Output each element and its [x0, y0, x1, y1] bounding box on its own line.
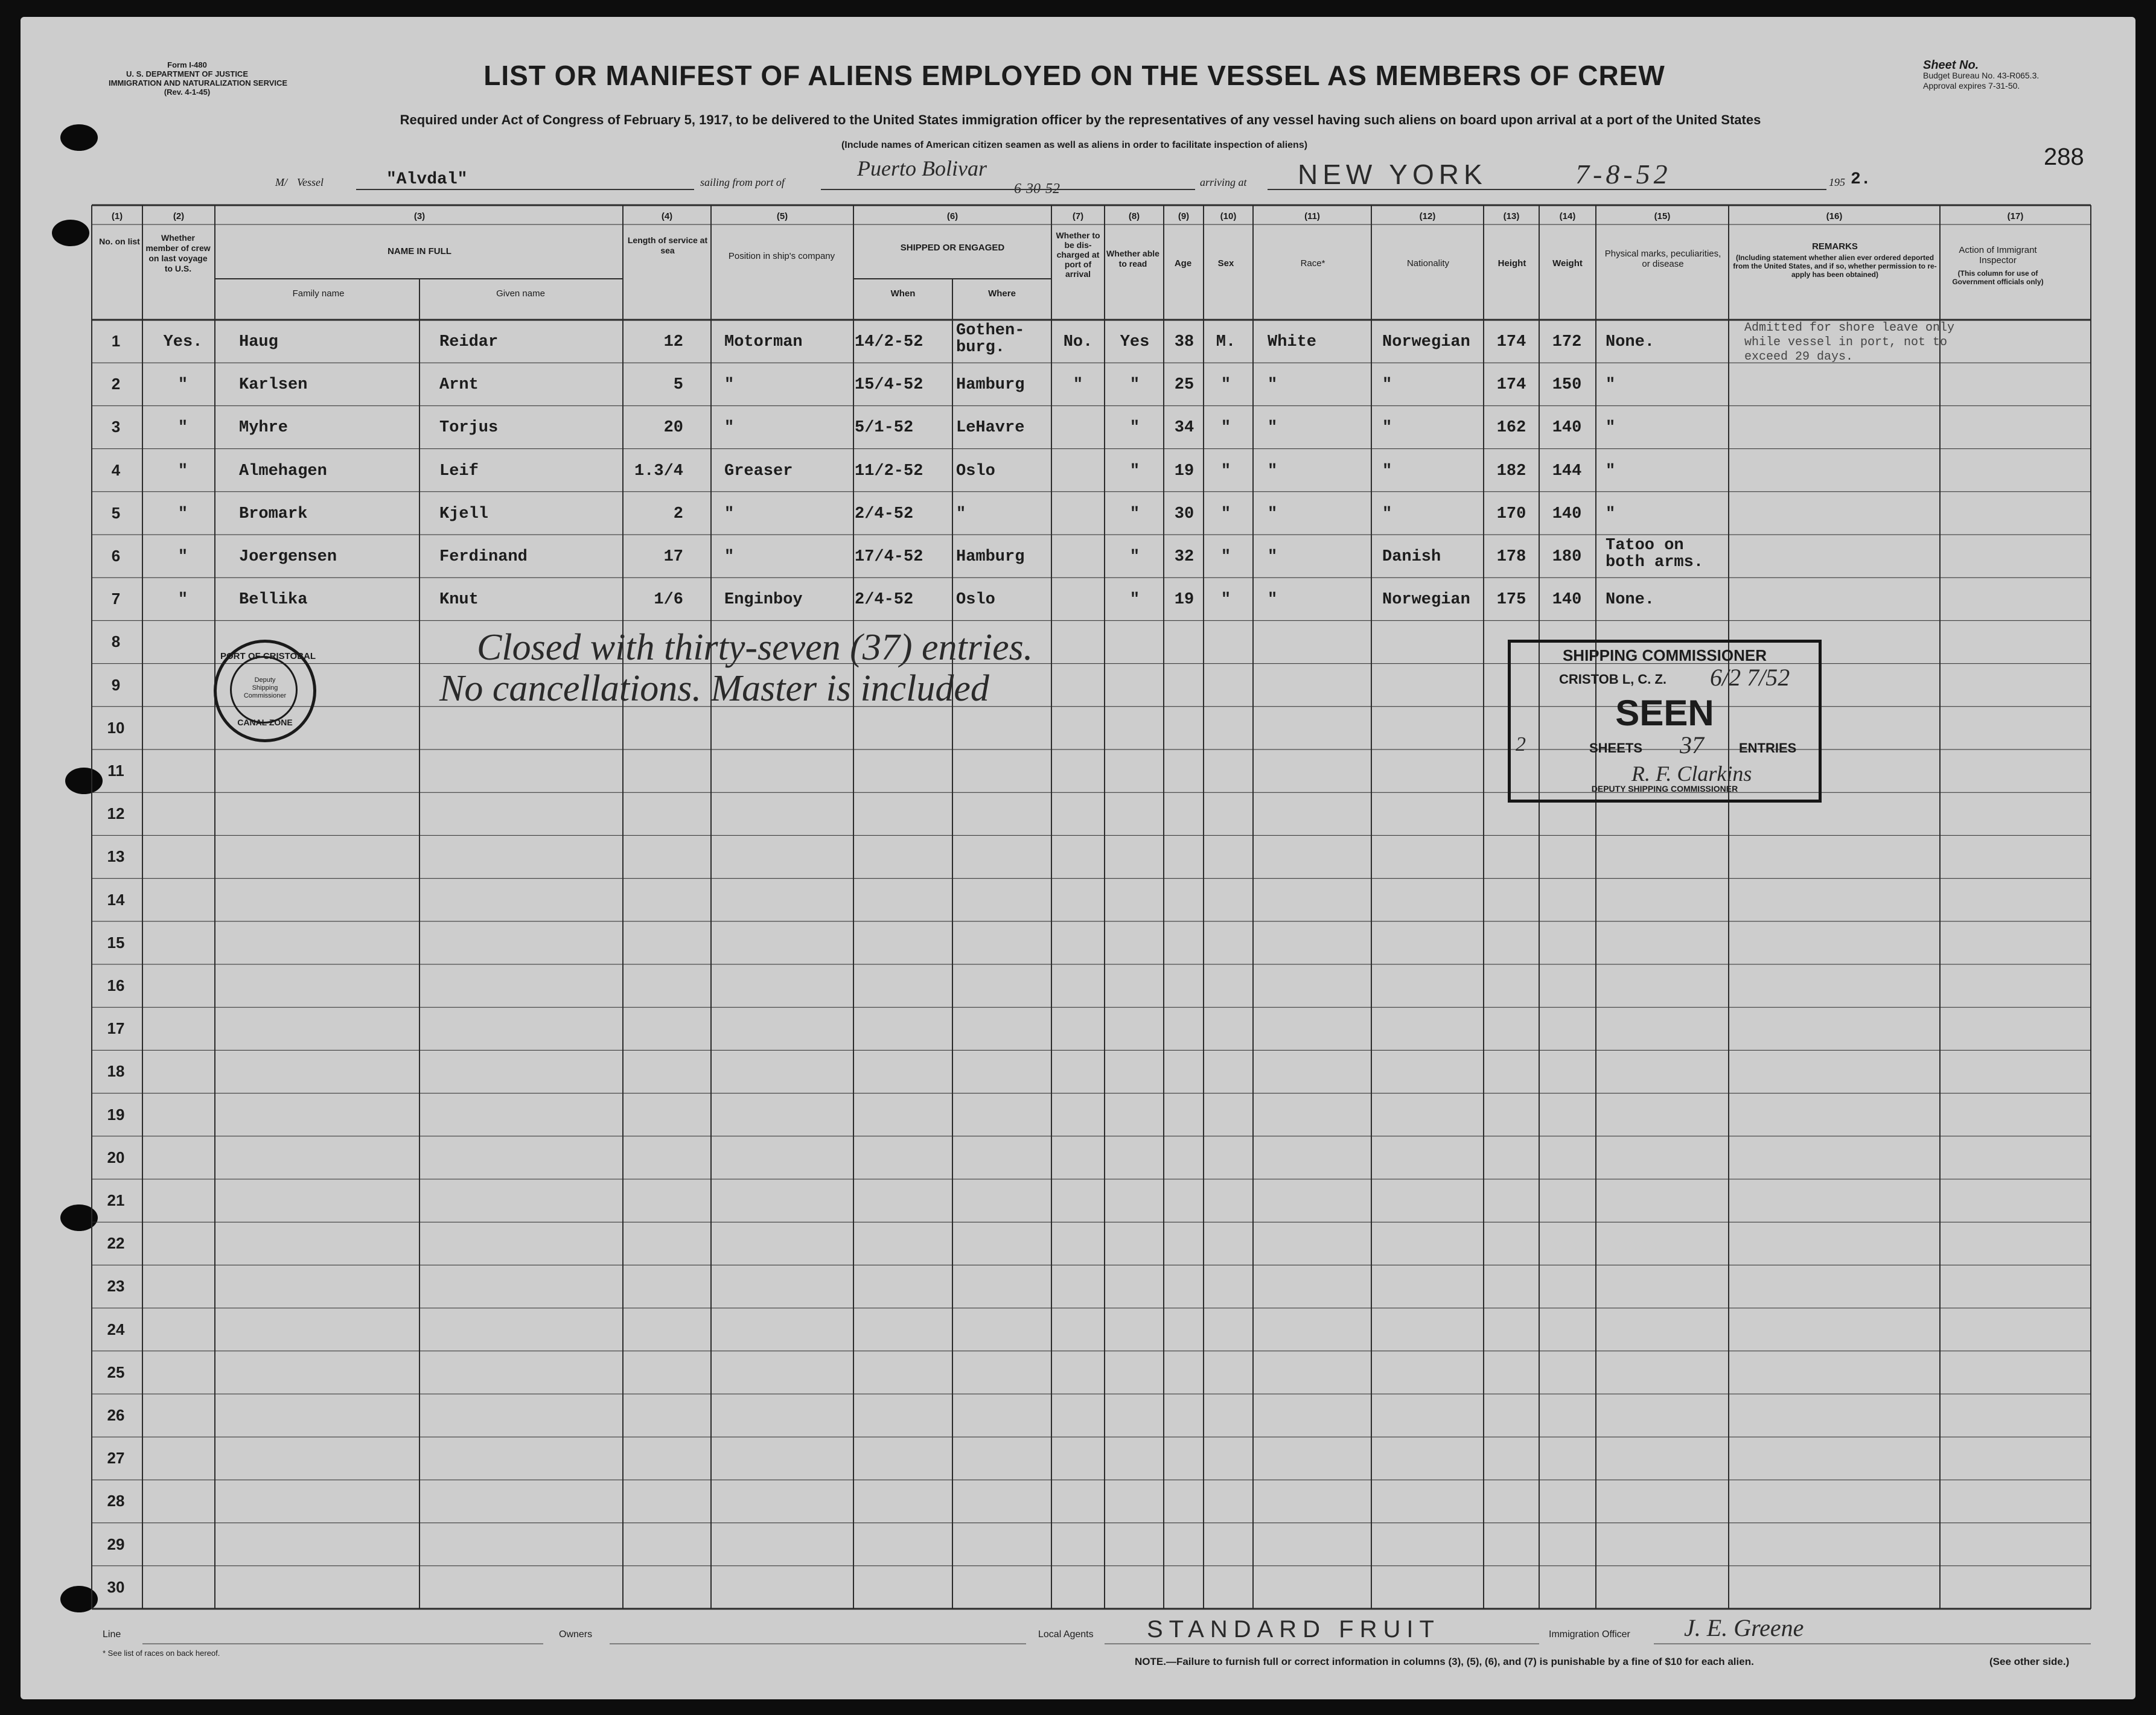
cell-sex: ": [1220, 376, 1231, 395]
cell-length-of-service: 17: [663, 548, 683, 566]
cell-discharged: No.: [1063, 333, 1093, 351]
sailing-from-port: Puerto Bolivar: [857, 156, 987, 180]
column-number: (4): [661, 211, 673, 221]
cell-able-to-read: ": [1129, 462, 1140, 480]
cell-family-name: Myhre: [239, 419, 289, 438]
page-subtitle-note: (Include names of American citizen seamen as well as aliens in order to facilitate inspection of aliens): [841, 140, 1308, 150]
column-number: (6): [946, 211, 958, 221]
cell-family-name: Karlsen: [239, 376, 308, 395]
cell-physical-marks: ": [1606, 462, 1616, 480]
cell-shipped-when: 15/4-52: [855, 376, 923, 395]
cell-given-name: Reidar: [439, 333, 499, 351]
row-number: 15: [107, 933, 125, 952]
column-number: (9): [1178, 211, 1190, 221]
cell-weight: 172: [1552, 333, 1582, 351]
header-when: When: [890, 288, 916, 299]
footer-line-label: Line: [103, 1629, 121, 1640]
header-no-on-list: No. on list: [99, 237, 140, 246]
cell-physical-marks: ": [1606, 376, 1616, 395]
cell-given-name: Knut: [439, 591, 479, 609]
header-nationality: Nationality: [1406, 258, 1450, 269]
column-number: (14): [1559, 211, 1576, 221]
cell-race: White: [1268, 333, 1317, 351]
cell-weight: 150: [1552, 376, 1582, 395]
header-remarks-note: (Including statement whether alien ever ordered deported from the United States, and if so, whether permission to re-apply has been obtained): [1733, 253, 1937, 279]
cell-able-to-read: ": [1129, 504, 1140, 523]
cell-able-to-read: ": [1129, 419, 1140, 438]
cell-sex: ": [1220, 419, 1231, 438]
row-number: 6: [111, 547, 121, 565]
cell-position: Greaser: [724, 462, 793, 480]
row-number: 20: [107, 1148, 125, 1166]
cell-age: 19: [1174, 462, 1194, 480]
row-number: 30: [107, 1577, 125, 1596]
header-position: Position in ship's company: [728, 251, 835, 261]
row-number: 14: [107, 890, 125, 909]
column-number: (15): [1654, 211, 1671, 221]
cell-family-name: Haug: [239, 333, 278, 351]
sailing-from-label: sailing from port of: [700, 176, 785, 188]
cell-length-of-service: 2: [673, 504, 683, 523]
footer-see-other-side: (See other side.): [1989, 1656, 2070, 1667]
cell-physical-marks: None.: [1606, 591, 1655, 609]
cell-remarks: Admitted for shore leave only while vessel in port, not to exceed 29 days.: [1744, 321, 1955, 364]
header-action-note: (This column for use of Government officials only): [1952, 269, 2044, 286]
cell-sex: ": [1220, 548, 1231, 566]
cell-given-name: Torjus: [439, 419, 499, 438]
cell-shipped-where: Gothen- burg.: [956, 322, 1025, 357]
vessel-label: Vessel: [297, 176, 324, 188]
cell-age: 34: [1174, 419, 1194, 438]
stamp-entries-label: ENTRIES: [1739, 740, 1797, 756]
row-number: 27: [107, 1449, 125, 1468]
cell-age: 38: [1174, 333, 1194, 351]
cell-nationality: Norwegian: [1382, 333, 1470, 351]
cell-shipped-where: Oslo: [956, 591, 995, 609]
row-number: 18: [107, 1062, 125, 1081]
cell-family-name: Almehagen: [239, 462, 327, 480]
cell-member-last-voyage: ": [177, 376, 188, 395]
cell-given-name: Kjell: [439, 504, 489, 523]
cell-nationality: Norwegian: [1382, 591, 1470, 609]
form-number: Form I-480: [167, 60, 207, 69]
cell-shipped-when: 17/4-52: [855, 548, 923, 566]
cell-shipped-when: 5/1-52: [855, 419, 914, 438]
cell-shipped-where: Oslo: [956, 462, 995, 480]
cell-shipped-where: Hamburg: [956, 376, 1025, 395]
row-number: 29: [107, 1535, 125, 1553]
cell-shipped-where: Hamburg: [956, 548, 1025, 566]
cell-given-name: Arnt: [439, 376, 479, 395]
cell-position: Motorman: [724, 333, 803, 351]
cell-length-of-service: 1.3/4: [634, 462, 683, 480]
cell-nationality: ": [1382, 462, 1392, 480]
cell-height: 162: [1496, 419, 1526, 438]
column-number: (12): [1419, 211, 1436, 221]
cell-member-last-voyage: ": [177, 462, 188, 480]
arriving-port: NEW YORK: [1298, 159, 1487, 190]
cell-age: 32: [1174, 548, 1194, 566]
footer-owners-label: Owners: [559, 1629, 593, 1640]
cell-physical-marks: None.: [1606, 333, 1655, 351]
cell-able-to-read: ": [1129, 591, 1140, 609]
cell-able-to-read: ": [1129, 376, 1140, 395]
cell-physical-marks: Tatoo on both arms.: [1606, 536, 1704, 571]
cell-length-of-service: 20: [663, 419, 683, 438]
row-number: 8: [111, 632, 121, 651]
cell-shipped-when: 11/2-52: [855, 462, 923, 480]
cell-family-name: Joergensen: [239, 548, 337, 566]
cell-shipped-when: 2/4-52: [855, 504, 914, 523]
vessel-prefix: M/: [275, 176, 287, 188]
cell-given-name: Leif: [439, 462, 479, 480]
cell-height: 174: [1496, 376, 1526, 395]
row-number: 26: [107, 1406, 125, 1424]
row-number: 28: [107, 1492, 125, 1510]
cell-shipped-where: LeHavre: [956, 419, 1025, 438]
cell-height: 174: [1496, 333, 1526, 351]
cell-nationality: Danish: [1382, 548, 1441, 566]
cell-position: ": [724, 376, 735, 395]
row-number: 3: [111, 418, 121, 436]
footer-races-note: * See list of races on back hereof.: [103, 1649, 220, 1658]
header-remarks: REMARKS: [1812, 241, 1858, 252]
cell-weight: 140: [1552, 504, 1582, 523]
form-service: IMMIGRATION AND NATURALIZATION SERVICE: [109, 78, 288, 88]
cell-nationality: ": [1382, 419, 1392, 438]
seal-bottom-text: CANAL ZONE: [237, 718, 293, 727]
row-number: 12: [107, 804, 125, 823]
row-number: 10: [107, 718, 125, 737]
column-number: (17): [2007, 211, 2024, 221]
cell-position: ": [724, 548, 735, 566]
header-where: Where: [988, 288, 1016, 299]
cell-weight: 144: [1552, 462, 1582, 480]
seal-center-text: Deputy Shipping Commissioner: [243, 676, 287, 699]
form-dept: U. S. DEPARTMENT OF JUSTICE: [126, 69, 248, 78]
cell-nationality: ": [1382, 504, 1392, 523]
cell-shipped-when: 14/2-52: [855, 333, 923, 351]
column-number: (7): [1072, 211, 1084, 221]
header-discharged: Whether to be dis-charged at port of arrival: [1056, 231, 1100, 279]
row-number: 19: [107, 1105, 125, 1124]
arriving-label: arriving at: [1200, 176, 1247, 188]
cell-race: ": [1268, 419, 1278, 438]
cell-race: ": [1268, 376, 1278, 395]
row-number: 17: [107, 1019, 125, 1038]
cell-member-last-voyage: ": [177, 419, 188, 438]
column-number: (2): [173, 211, 185, 221]
cell-sex: ": [1220, 504, 1231, 523]
stamp-sheets-label: SHEETS: [1589, 740, 1643, 756]
cell-height: 170: [1496, 504, 1526, 523]
footer-officer-label: Immigration Officer: [1549, 1629, 1630, 1640]
stamp-entries-count: 37: [1680, 731, 1704, 759]
closing-note-line2: No cancellations. Master is included: [439, 668, 989, 709]
header-name-in-full: NAME IN FULL: [388, 246, 451, 256]
row-number: 16: [107, 976, 125, 994]
column-number: (1): [111, 211, 123, 221]
footer-agents-value: STANDARD FRUIT: [1147, 1616, 1440, 1643]
cell-physical-marks: ": [1606, 419, 1616, 438]
header-able-to-read: Whether able to read: [1106, 249, 1159, 269]
page-title: LIST OR MANIFEST OF ALIENS EMPLOYED ON THE VESSEL AS MEMBERS OF CREW: [483, 60, 1665, 91]
row-number: 9: [111, 675, 121, 694]
footer-agents-label: Local Agents: [1038, 1629, 1094, 1640]
row-number: 21: [107, 1191, 125, 1209]
cell-sex: ": [1220, 462, 1231, 480]
cell-race: ": [1268, 548, 1278, 566]
column-number: (16): [1826, 211, 1843, 221]
vessel-name: "Alvdal": [386, 170, 468, 189]
cell-member-last-voyage: ": [177, 548, 188, 566]
header-sex: Sex: [1217, 258, 1234, 269]
cell-nationality: ": [1382, 376, 1392, 395]
cell-member-last-voyage: Yes.: [163, 333, 203, 351]
cell-height: 182: [1496, 462, 1526, 480]
cell-age: 25: [1174, 376, 1194, 395]
row-number: 11: [107, 762, 124, 780]
form-rev: (Rev. 4-1-45): [164, 88, 211, 97]
sheet-no-label: Sheet No.: [1923, 59, 1979, 72]
cell-given-name: Ferdinand: [439, 548, 528, 566]
stamp-sheets-count: 2: [1516, 733, 1526, 756]
cell-member-last-voyage: ": [177, 504, 188, 523]
header-action: Action of Immigrant Inspector: [1959, 245, 2037, 266]
cell-height: 178: [1496, 548, 1526, 566]
cell-weight: 140: [1552, 591, 1582, 609]
cell-race: ": [1268, 591, 1278, 609]
cell-family-name: Bellika: [239, 591, 308, 609]
cell-length-of-service: 12: [663, 333, 683, 351]
header-shipped-engaged: SHIPPED OR ENGAGED: [900, 243, 1005, 253]
header-height: Height: [1497, 258, 1526, 269]
cell-sex: M.: [1216, 333, 1236, 351]
column-number: (11): [1304, 211, 1320, 221]
stamp-signature: R. F. Clarkins: [1631, 762, 1752, 786]
sailing-from-date: 6-30-52: [1014, 181, 1060, 197]
header-length-of-service: Length of service at sea: [627, 235, 708, 255]
header-physical-marks: Physical marks, peculiarities, or disease: [1604, 249, 1721, 269]
row-number: 4: [111, 460, 121, 479]
column-number: (13): [1503, 211, 1520, 221]
cell-age: 30: [1174, 504, 1194, 523]
cell-shipped-where: ": [956, 504, 966, 523]
cell-family-name: Bromark: [239, 504, 308, 523]
cell-position: Enginboy: [724, 591, 803, 609]
page-stamp-number: 288: [2044, 144, 2084, 170]
cell-age: 19: [1174, 591, 1194, 609]
footer-officer-value: J. E. Greene: [1684, 1614, 1804, 1641]
cell-position: ": [724, 419, 735, 438]
port-of-cristobal-seal: [214, 640, 316, 742]
footer-note: NOTE.—Failure to furnish full or correct information in columns (3), (5), (6), and (7) is punishable by a fine of $10 for each alien.: [1135, 1656, 1754, 1667]
header-member-last-voyage: Whether member of crew on last voyage to U.S.: [145, 233, 211, 273]
stamp-seen: SEEN: [1615, 693, 1714, 733]
row-number: 22: [107, 1234, 125, 1253]
column-number: (8): [1128, 211, 1140, 221]
stamp-bottom: DEPUTY SHIPPING COMMISSIONER: [1591, 784, 1738, 794]
cell-length-of-service: 1/6: [654, 591, 683, 609]
year-suffix: 2.: [1851, 170, 1871, 189]
column-number: (3): [413, 211, 426, 221]
stamp-date: 6/2 7/52: [1710, 664, 1790, 691]
page-subtitle: Required under Act of Congress of February 5, 1917, to be delivered to the United States immigration officer by the representatives of any vessel having such aliens on board upon arrival at a port of the United States: [400, 112, 1761, 127]
cell-able-to-read: Yes: [1120, 333, 1150, 351]
header-given-name: Given name: [496, 288, 545, 299]
closing-note-line1: Closed with thirty-seven (37) entries.: [477, 627, 1033, 668]
cell-sex: ": [1220, 591, 1231, 609]
seal-top-text: PORT OF CRISTOBAL: [220, 651, 316, 661]
cell-race: ": [1268, 462, 1278, 480]
approval-expires: Approval expires 7-31-50.: [1923, 81, 2020, 91]
row-number: 23: [107, 1277, 125, 1296]
cell-able-to-read: ": [1129, 548, 1140, 566]
header-family-name: Family name: [292, 288, 345, 299]
header-age: Age: [1174, 258, 1192, 269]
column-number: (10): [1220, 211, 1237, 221]
cell-weight: 140: [1552, 419, 1582, 438]
row-number: 5: [111, 503, 121, 522]
cell-physical-marks: ": [1606, 504, 1616, 523]
row-number: 1: [111, 332, 121, 350]
cell-position: ": [724, 504, 735, 523]
cell-length-of-service: 5: [673, 376, 683, 395]
budget-bureau: Budget Bureau No. 43-R065.3.: [1923, 71, 2040, 80]
row-number: 13: [107, 847, 125, 866]
row-number: 2: [111, 375, 121, 393]
shipping-commissioner-stamp: [1508, 640, 1822, 803]
column-number: (5): [776, 211, 788, 221]
row-number: 7: [111, 590, 121, 608]
header-race: Race*: [1300, 258, 1325, 269]
row-number: 25: [107, 1363, 125, 1381]
cell-shipped-when: 2/4-52: [855, 591, 914, 609]
header-weight: Weight: [1552, 258, 1583, 269]
cell-member-last-voyage: ": [177, 591, 188, 609]
cell-height: 175: [1496, 591, 1526, 609]
stamp-title: SHIPPING COMMISSIONER: [1562, 646, 1767, 664]
cell-weight: 180: [1552, 548, 1582, 566]
year-prefix: 195: [1829, 176, 1845, 188]
cell-discharged: ": [1073, 376, 1083, 395]
arriving-date: 7-8-52: [1575, 159, 1671, 189]
row-number: 24: [107, 1320, 125, 1338]
cell-race: ": [1268, 504, 1278, 523]
stamp-place: CRISTOB L, C. Z.: [1559, 672, 1667, 687]
